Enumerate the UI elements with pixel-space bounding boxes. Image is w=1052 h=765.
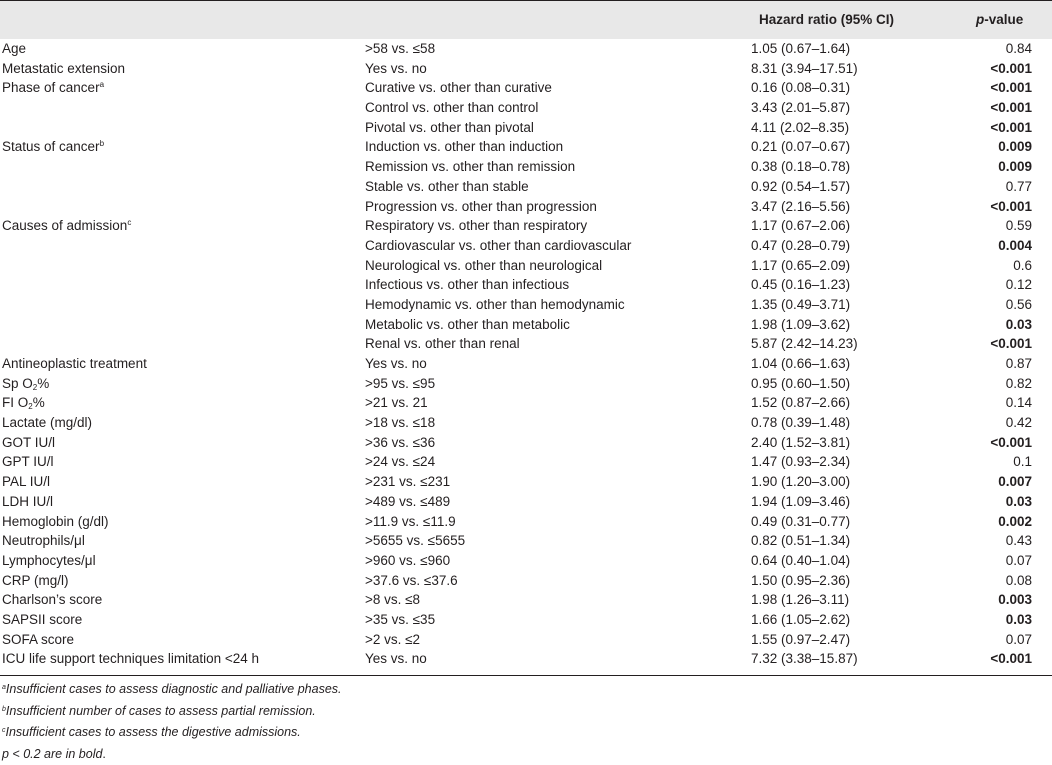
table-row [0,315,1052,335]
hazard-ratio-cell: 0.64 (0.40–1.04) [751,552,851,568]
comparison-cell: Respiratory vs. other than respiratory [365,218,588,234]
bold-note-period: . [102,746,106,761]
hazard-ratio-cell: 0.92 (0.54–1.57) [751,178,851,194]
p-value-cell: 0.002 [998,513,1032,529]
table-row [0,512,1052,532]
p-value-cell: 0.004 [998,237,1032,253]
comparison-cell: Neurological vs. other than neurological [365,257,603,273]
variable-cell [2,452,54,472]
hazard-ratio-cell: 0.78 (0.39–1.48) [751,415,851,431]
variable-cell [2,39,26,59]
table-row [0,216,1052,236]
variable-cell [2,571,69,591]
variable-cell [2,354,147,374]
p-value-cell: <0.001 [990,198,1032,214]
p-value-cell: <0.001 [990,336,1032,352]
hazard-ratio-cell: 1.98 (1.26–3.11) [751,592,850,608]
comparison-cell: Progression vs. other than progression [365,198,597,214]
p-value-cell: 0.07 [1005,631,1032,647]
p-value-cell: 0.14 [1005,395,1032,411]
table-row [0,492,1052,512]
variable-name: Status of cancer [2,139,100,155]
header-p-value-rest: -value [984,12,1024,27]
comparison-cell: >18 vs. ≤18 [365,415,436,431]
variable-name: CRP (mg/l) [2,572,69,588]
variable-cell [2,590,102,610]
variable-cell [2,551,96,571]
variable-name: FI O [2,395,29,411]
p-value-cell: 0.08 [1005,572,1032,588]
variable-cell [2,393,45,413]
variable-cell [2,649,259,669]
table-body [0,39,1052,669]
comparison-cell: >5655 vs. ≤5655 [365,533,466,549]
variable-cell [2,59,125,79]
comparison-cell: Infectious vs. other than infectious [365,277,570,293]
footnote-mark: c [2,727,6,734]
table-row [0,374,1052,394]
p-value-cell: 0.43 [1005,533,1032,549]
p-value-cell: 0.77 [1005,178,1032,194]
hazard-ratio-cell: 1.04 (0.66–1.63) [751,356,851,371]
variable-name: GOT IU/l [2,434,56,450]
p-value-cell: 0.007 [998,474,1032,490]
hazard-ratio-cell: 1.47 (0.93–2.34) [751,454,851,470]
footnote-marker: b [99,139,105,149]
variable-cell [2,374,49,394]
table-row [0,531,1052,551]
p-value-cell: 0.6 [1013,257,1032,273]
p-value-cell: 0.56 [1005,296,1032,312]
hazard-ratio-cell: 0.38 (0.18–0.78) [751,159,851,175]
p-value-cell: 0.03 [1005,316,1032,332]
variable-name: Metastatic extension [2,60,126,76]
comparison-cell: Cardiovascular vs. other than cardiovascular [365,237,632,253]
hazard-ratio-cell: 0.49 (0.31–0.77) [751,513,851,529]
table-row [0,551,1052,571]
table-row [0,177,1052,197]
p-value-cell: <0.001 [990,80,1032,96]
footnote-text: Insufficient cases to assess diagnostic and palliative phases. [5,682,342,696]
hazard-ratio-cell: 1.94 (1.09–3.46) [751,493,851,509]
variable-name: PAL IU/l [2,474,51,490]
comparison-cell: >58 vs. ≤58 [365,41,436,56]
variable-name: Sp O [2,375,33,391]
hazard-ratio-cell: 0.95 (0.60–1.50) [751,375,851,391]
hazard-ratio-cell: 1.52 (0.87–2.66) [751,395,851,411]
variable-name: Hemoglobin (g/dl) [2,513,109,529]
variable-cell [2,137,104,157]
hazard-ratio-cell: 3.43 (2.01–5.87) [751,100,851,116]
variable-name: SOFA score [2,631,75,647]
variable-cell [2,492,53,512]
p-value-cell: 0.82 [1005,375,1032,391]
variable-name: Causes of admission [2,218,128,234]
variable-name: Age [2,41,27,56]
table-row [0,157,1052,177]
variable-name: Lymphocytes/μl [2,552,96,568]
footnote [2,701,1052,723]
variable-suffix: % [32,395,45,411]
hazard-ratio-cell: 1.66 (1.05–2.62) [751,611,851,627]
variable-cell [2,216,131,236]
comparison-cell: Curative vs. other than curative [365,80,552,96]
comparison-cell: Yes vs. no [365,60,427,76]
comparison-cell: Yes vs. no [365,651,427,667]
variable-cell [2,472,50,492]
footnote-mark: a [2,684,6,691]
comparison-cell: Hemodynamic vs. other than hemodynamic [365,296,625,312]
variable-name: GPT IU/l [2,454,54,470]
table-row [0,197,1052,217]
header-p-value [976,12,1023,27]
footnote [2,722,1052,744]
table-row [0,472,1052,492]
variable-name: ICU life support techniques limitation <24 h [2,651,260,667]
comparison-cell: >95 vs. ≤95 [365,375,436,391]
variable-cell [2,78,104,98]
comparison-cell: >960 vs. ≤960 [365,552,451,568]
p-value-cell: 0.003 [998,592,1032,608]
table-row [0,59,1052,79]
table-row [0,275,1052,295]
comparison-cell: Stable vs. other than stable [365,178,529,194]
variable-cell [2,610,82,630]
p-value-cell: <0.001 [990,651,1032,667]
p-value-cell: 0.87 [1005,356,1032,371]
variable-cell [2,512,109,532]
hazard-ratio-cell: 1.50 (0.95–2.36) [751,572,851,588]
hazard-ratio-cell: 7.32 (3.38–15.87) [751,651,858,667]
header-p-value-italic: p [976,12,985,27]
variable-name: Antineoplastic treatment [2,356,147,371]
variable-name: Phase of cancer [2,80,100,96]
hazard-ratio-cell: 4.11 (2.02–8.35) [751,119,850,135]
table-row [0,295,1052,315]
footnote-marker: a [99,80,105,90]
p-value-cell: 0.1 [1013,454,1032,470]
comparison-cell: Metabolic vs. other than metabolic [365,316,570,332]
variable-cell [2,531,85,551]
p-value-cell: 0.42 [1005,415,1032,431]
comparison-cell: >8 vs. ≤8 [365,592,421,608]
table-row [0,98,1052,118]
variable-name: LDH IU/l [2,493,54,509]
variable-name: Lactate (mg/dl) [2,415,93,431]
p-value-cell: 0.03 [1005,611,1032,627]
comparison-cell: Induction vs. other than induction [365,139,564,155]
comparison-cell: >24 vs. ≤24 [365,454,436,470]
hazard-ratio-cell: 1.98 (1.09–3.62) [751,316,851,332]
variable-cell [2,630,74,650]
hazard-ratio-cell: 2.40 (1.52–3.81) [751,434,851,450]
variable-cell [2,433,55,453]
comparison-cell: Pivotal vs. other than pivotal [365,119,534,135]
comparison-cell: Control vs. other than control [365,100,539,116]
footnote-text: Insufficient number of cases to assess partial remission. [5,703,316,718]
table-row [0,118,1052,138]
hazard-ratio-cell: 1.55 (0.97–2.47) [751,631,851,647]
table-row [0,630,1052,650]
hazard-ratio-cell: 5.87 (2.42–14.23) [751,336,858,352]
p-value-cell: <0.001 [990,119,1032,135]
p-value-cell: 0.12 [1005,277,1032,293]
table-row [0,571,1052,591]
table-row [0,78,1052,98]
p-value-cell: 0.84 [1005,41,1032,56]
hazard-ratio-cell: 1.90 (1.20–3.00) [751,474,851,490]
p-value-cell: 0.03 [1005,493,1032,509]
table-header [0,0,1052,39]
hazard-ratio-cell: 8.31 (3.94–17.51) [751,60,858,76]
hazard-ratio-cell: 0.47 (0.28–0.79) [751,237,851,253]
table-row [0,334,1052,354]
hazard-ratio-cell: 3.47 (2.16–5.56) [751,198,851,214]
table-row [0,590,1052,610]
table-row [0,354,1052,374]
table-row [0,137,1052,157]
table-row [0,413,1052,433]
table-row [0,649,1052,669]
comparison-cell: Remission vs. other than remission [365,159,576,175]
comparison-cell: >231 vs. ≤231 [365,474,451,490]
p-value-cell: <0.001 [990,60,1032,76]
comparison-cell: Renal vs. other than renal [365,336,520,352]
hazard-ratio-cell: 1.35 (0.49–3.71) [751,296,851,312]
comparison-cell: Yes vs. no [365,356,427,371]
hazard-ratio-cell: 1.05 (0.67–1.64) [751,41,851,56]
table-row [0,256,1052,276]
p-value-cell: 0.009 [998,159,1032,175]
header-hazard-ratio: Hazard ratio (95% CI) [759,12,895,27]
comparison-cell: >489 vs. ≤489 [365,493,451,509]
hazard-ratio-cell: 0.21 (0.07–0.67) [751,139,851,155]
variable-name: SAPSII score [2,611,83,627]
p-value-cell: 0.07 [1005,552,1032,568]
p-value-cell: 0.59 [1005,218,1032,234]
variable-name: Neutrophils/μl [2,533,85,549]
comparison-cell: >36 vs. ≤36 [365,434,436,450]
table-row [0,610,1052,630]
hazard-ratio-cell: 0.16 (0.08–0.31) [751,80,851,96]
variable-suffix: % [37,375,50,391]
p-value-cell: 0.009 [998,139,1032,155]
hazard-ratio-cell: 1.17 (0.65–2.09) [751,257,851,273]
table-row [0,393,1052,413]
table-row [0,452,1052,472]
variable-cell [2,413,92,433]
variable-subscript: 2 [32,382,38,392]
table-row [0,433,1052,453]
table-row [0,39,1052,59]
variable-subscript: 2 [28,402,33,412]
variable-name: Charlson’s score [2,592,103,608]
bold-note [2,744,1052,765]
hazard-ratio-cell: 0.82 (0.51–1.34) [751,533,851,549]
p-value-cell: <0.001 [990,100,1032,116]
comparison-cell: >37.6 vs. ≤37.6 [365,572,458,588]
hazard-ratio-cell: 0.45 (0.16–1.23) [751,277,851,293]
footnote-text: Insufficient cases to assess the digestive admissions. [5,725,301,739]
bold-note-text: p < 0.2 are in bold [2,746,103,761]
comparison-cell: >35 vs. ≤35 [365,611,436,627]
table-row [0,236,1052,256]
hazard-ratio-cell: 1.17 (0.67–2.06) [751,218,851,234]
comparison-cell: >11.9 vs. ≤11.9 [365,513,456,529]
comparison-cell: >21 vs. 21 [365,395,428,411]
footnote-marker: c [127,218,132,228]
footnote-mark: b [2,705,6,713]
table-footnotes [0,676,1052,765]
footnote [2,679,1052,701]
comparison-cell: >2 vs. ≤2 [365,631,421,647]
p-value-cell: <0.001 [990,434,1032,450]
